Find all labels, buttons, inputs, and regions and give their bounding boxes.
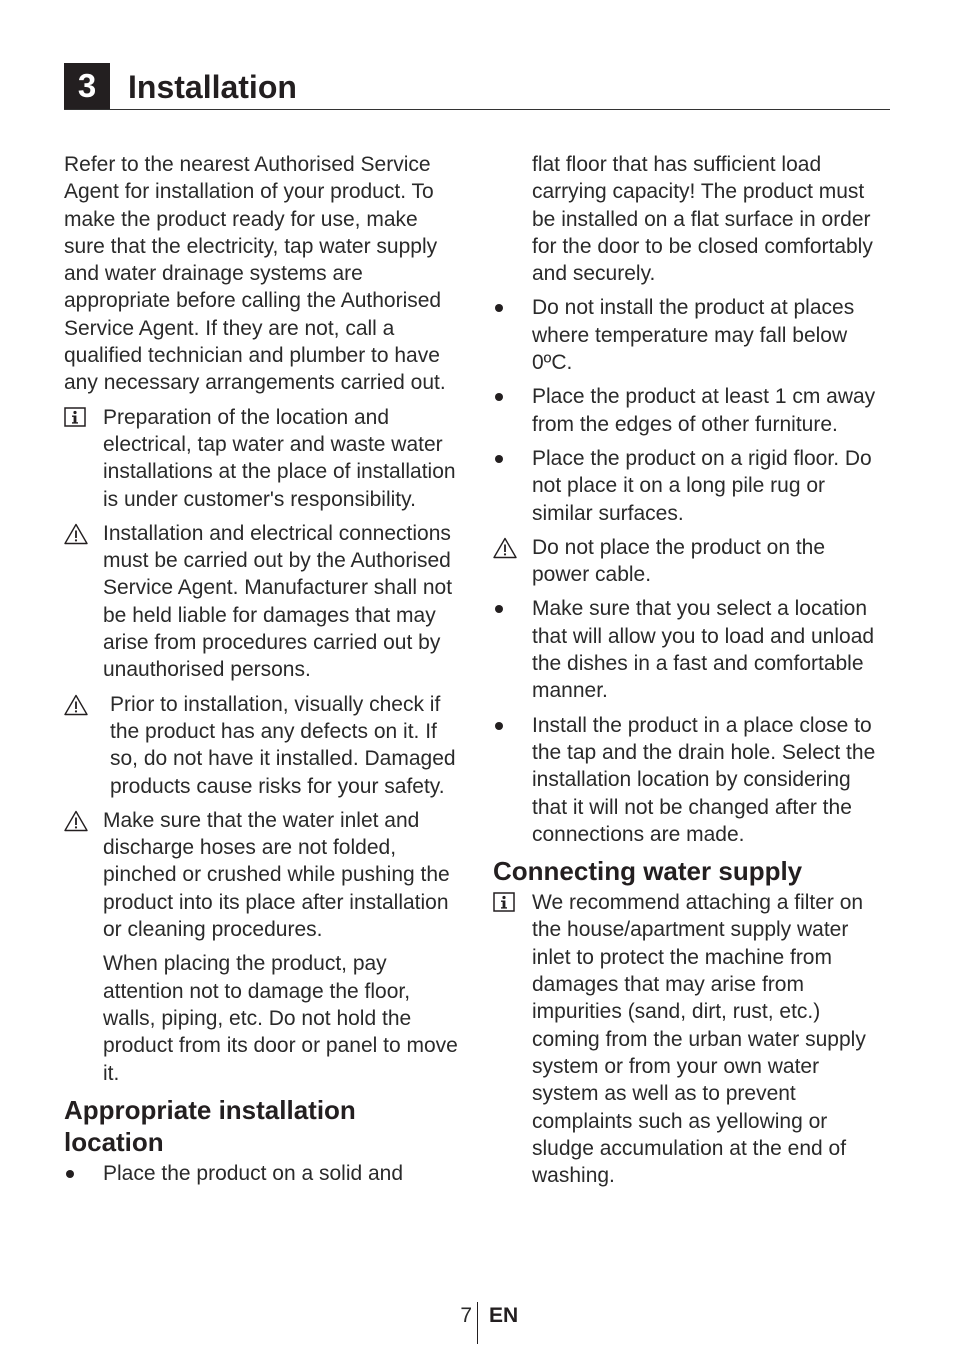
section-heading-water-supply: Connecting water supply <box>493 856 803 887</box>
section-heading-installation-location: Appropriate installation location <box>64 1094 356 1157</box>
bullet-item <box>493 383 888 438</box>
bullet-item <box>493 595 888 704</box>
page-number: 7 <box>460 1304 472 1327</box>
bullet-icon <box>495 605 503 613</box>
bullet-icon <box>66 1170 74 1178</box>
warning-text: Installation and electrical connections must be carried out by the Authorised Service Agent. Manufacturer shall not be held liable for damages that may arise from procedures carried out by unauthorised persons. <box>103 521 453 682</box>
note-text: Preparation of the location and electrical, tap water and waste water installations at the place of installation is under customer's responsibility. <box>103 405 456 511</box>
bullet-item <box>493 712 888 848</box>
bullet-text: Make sure that you select a location that will allow you to load and unload the dishes in a fast and comfortable manner. <box>532 597 875 703</box>
bullet-text: Place the product at least 1 cm away from the edges of other furniture. <box>532 385 876 436</box>
bullet-icon <box>495 304 503 312</box>
bullet-text: Place the product on a rigid floor. Do not place it on a long pile rug or similar surfaces. <box>532 446 872 525</box>
chapter-title: Installation <box>128 69 297 105</box>
bullet-icon <box>495 393 503 401</box>
warning-item <box>64 520 459 684</box>
warning-text: Prior to installation, visually check if the product has any defects on it. If so, do not have it installed. Damaged products cause risks for your safety. <box>110 692 456 798</box>
warning-icon <box>64 694 88 716</box>
chapter-number: 3 <box>64 63 110 109</box>
bullet-item <box>493 294 888 376</box>
bullet-item <box>493 445 888 527</box>
bullet-continuation: flat floor that has sufficient load carrying capacity! The product must be installed on a flat surface in order for the door to be closed comfortably and securely. <box>532 153 873 286</box>
warning-item <box>64 691 459 800</box>
info-icon <box>493 892 517 914</box>
warning-icon <box>64 523 88 545</box>
chapter-header <box>64 63 890 110</box>
bullet-icon <box>495 722 503 730</box>
warning-item <box>493 534 888 589</box>
language-code: EN <box>489 1304 519 1327</box>
intro-paragraph: Refer to the nearest Authorised Service Agent for installation of your product. To make the product ready for use, make sure that the electricity, tap water supply and water drainage systems are appropriate before calling the Authorised Service Agent. If they are not, call a qualified technician and plumber to have any necessary arrangements carried out. <box>64 153 446 395</box>
placing-note: When placing the product, pay attention not to damage the floor, walls, piping, etc. Do not hold the product from its door or panel to move it. <box>103 952 458 1085</box>
bullet-item <box>64 1160 459 1187</box>
footer-divider <box>477 1302 478 1344</box>
warning-item <box>64 807 459 943</box>
bullet-text: Place the product on a solid and <box>103 1161 404 1185</box>
left-column <box>64 151 459 1194</box>
note-item <box>493 889 888 1189</box>
warning-text: Make sure that the water inlet and discharge hoses are not folded, pinched or crushed while pushing the product into its place after installation or cleaning procedures. <box>103 808 450 942</box>
warning-icon <box>64 810 88 832</box>
right-column <box>493 151 888 1196</box>
note-item <box>64 404 459 513</box>
note-text: We recommend attaching a filter on the house/apartment supply water inlet to protect the machine from damages that may arise from impurities (sand, dirt, rust, etc.) coming from the urban water supply system or from your own water system as well as to prevent complaints such as yellowing or sludge accumulation at the end of washing. <box>532 891 866 1188</box>
bullet-text: Do not install the product at places where temperature may fall below 0ºC. <box>532 296 855 375</box>
info-icon <box>64 407 88 429</box>
warning-icon <box>493 537 517 559</box>
bullet-icon <box>495 455 503 463</box>
warning-text: Do not place the product on the power cable. <box>532 535 826 587</box>
bullet-text: Install the product in a place close to the tap and the drain hole. Select the installation location by considering that it will not be changed after the connections are made. <box>532 713 876 846</box>
